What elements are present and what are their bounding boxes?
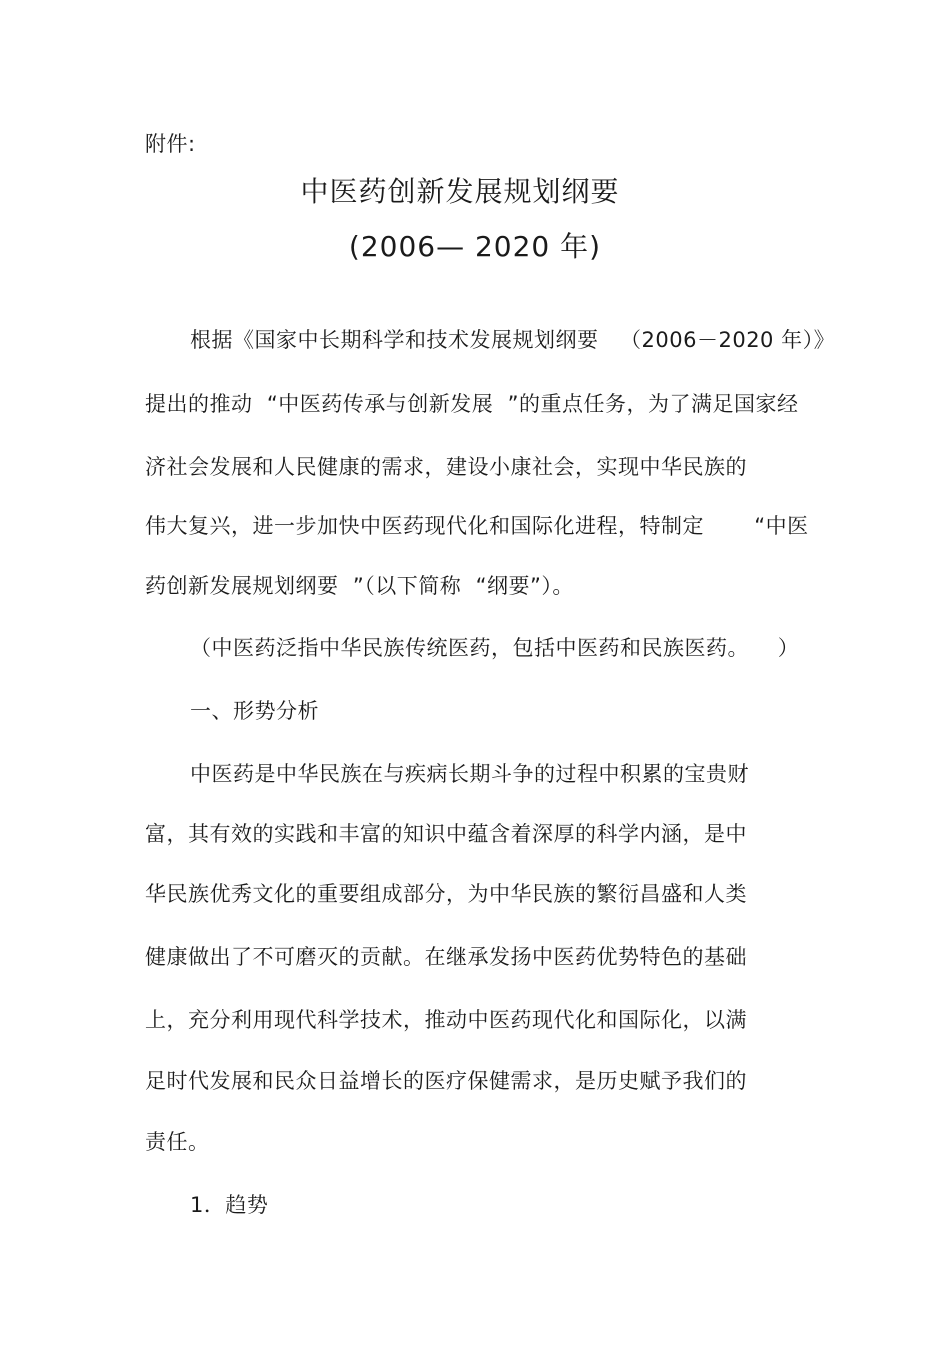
subsection-heading: 1．趋势: [190, 1193, 269, 1217]
body-line: 健康做出了不可磨灭的贡献。在继承发扬中医药优势特色的基础: [145, 945, 747, 969]
section-heading: 一、形势分析: [190, 699, 319, 723]
body-line: 富，其有效的实践和丰富的知识中蕴含着深厚的科学内涵，是中: [145, 822, 747, 846]
note-line: （中医药泛指中华民族传统医药，包括中医药和民族医药。 ）: [190, 636, 800, 660]
document-subtitle: (2006— 2020 年): [348, 230, 602, 263]
body-line: 中医药是中华民族在与疾病长期斗争的过程中积累的宝贵财: [190, 762, 749, 786]
body-line: 华民族优秀文化的重要组成部分，为中华民族的繁衍昌盛和人类: [145, 882, 747, 906]
intro-line: 根据《国家中长期科学和技术发展规划纲要 （2006－2020 年）》: [190, 328, 836, 352]
intro-line: 药创新发展规划纲要 ”（以下简称 “纲要”）。: [145, 574, 574, 598]
body-line: 上，充分利用现代科学技术，推动中医药现代化和国际化，以满: [145, 1008, 747, 1032]
body-line: 责任。: [145, 1130, 210, 1154]
intro-line: 济社会发展和人民健康的需求，建设小康社会，实现中华民族的: [145, 455, 747, 479]
intro-line: 提出的推动 “中医药传承与创新发展 ”的重点任务，为了满足国家经: [145, 392, 799, 416]
document-title: 中医药创新发展规划纲要: [300, 175, 620, 208]
intro-line: 伟大复兴，进一步加快中医药现代化和国际化进程，特制定 “中医: [145, 514, 809, 538]
attachment-label: 附件:: [145, 132, 196, 156]
body-line: 足时代发展和民众日益增长的医疗保健需求，是历史赋予我们的: [145, 1069, 747, 1093]
